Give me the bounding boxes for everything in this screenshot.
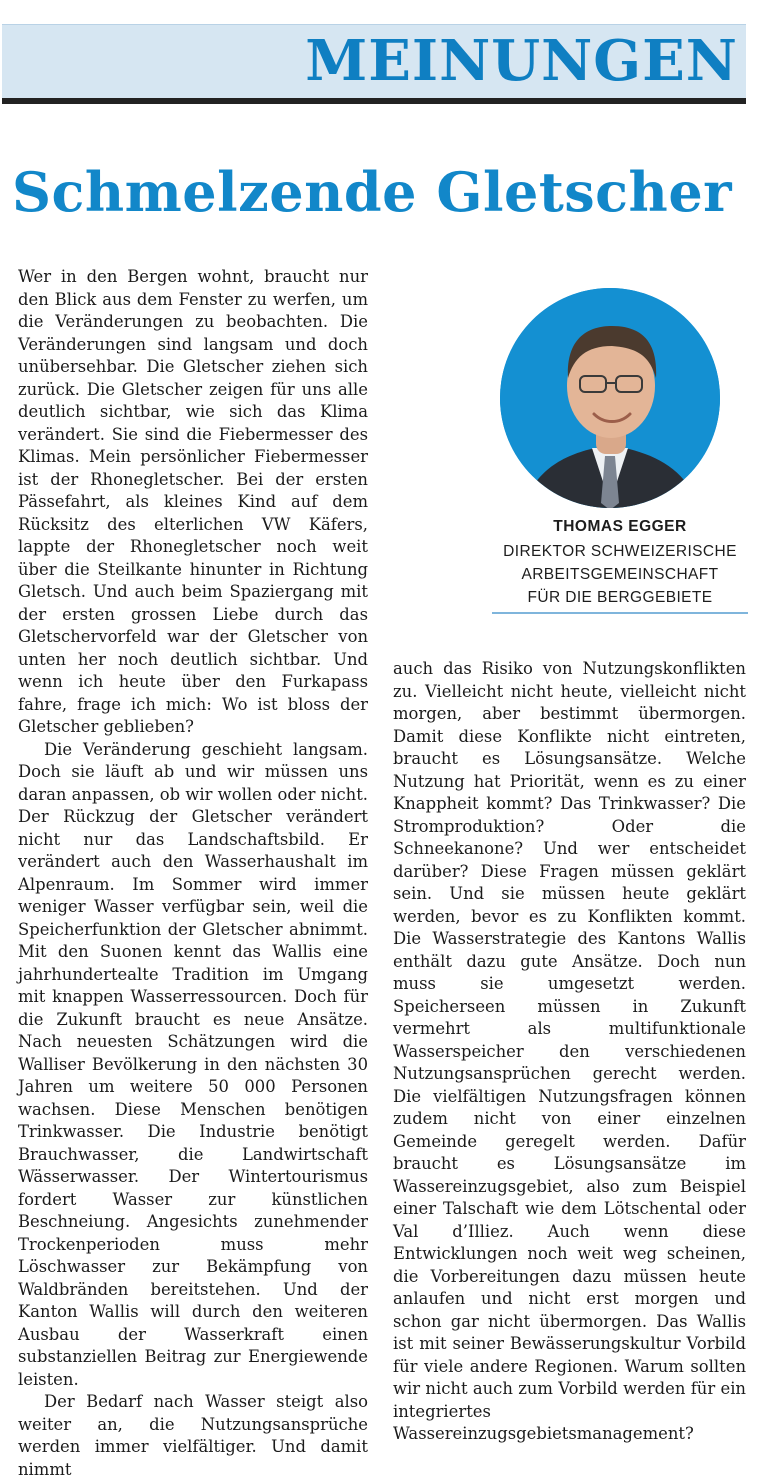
article-paragraph: Der Bedarf nach Wasser steigt also weiter an, die Nutzungsansprüche werden immer vielfältiger. Und damit nimmt: [18, 1392, 368, 1479]
author-portrait: [500, 288, 720, 508]
author-role: [492, 540, 748, 609]
article-column-left: [18, 266, 368, 1479]
article-paragraph: Wer in den Bergen wohnt, braucht nur den Blick aus dem Fenster zu werfen, um die Veränderungen zu beobachten. Die Veränderungen sind langsam und doch unübersehbar. Die Gletscher ziehen sich zurück. Die Gletscher zeigen für uns alle deutlich sichtbar, wie sich das Klima verändert. Sie sind die Fiebermesser des Klimas. Mein persönlicher Fiebermesser ist der Rhonegletscher. Bei der ersten Pässefahrt, als kleines Kind auf dem Rücksitz des elterlichen VW Käfers, lappte der Rhonegletscher noch weit über die Steilkante hinunter in Richtung Gletsch. Und auch beim Spaziergang mit der ersten grossen Liebe durch das Gletschervorfeld war der Gletscher von unten her noch deutlich sichtbar. Und wenn ich heute über den Furkapass fahre, frage ich mich: Wo ist bloss der Gletscher geblieben?: [18, 267, 368, 736]
section-title: MEINUNGEN: [305, 28, 738, 94]
article-paragraph: auch das Risiko von Nutzungskonflikten zu. Vielleicht nicht heute, vielleicht nicht morgen, aber bestimmt übermorgen. Damit diese Konflikte nicht eintreten, braucht es Lösungsansätze. Welche Nutzung hat Priorität, wenn es zu einer Knappheit kommt? Das Trinkwasser? Die Stromproduktion? Oder die Schneekanone? Und wer entscheidet darüber? Diese Fragen müssen geklärt sein. Und sie müssen heute geklärt werden, bevor es zu Konflikten kommt. Die Wasserstrategie des Kantons Wallis enthält dazu gute Ansätze. Doch nun muss sie umgesetzt werden. Speicherseen müssen in Zukunft vermehrt als multifunktionale Wasserspeicher den verschiedenen Nutzungsansprüchen gerecht werden. Die vielfältigen Nutzungsfragen können zudem nicht von einer einzelnen Gemeinde geregelt werden. Dafür braucht es Lösungsansätze im Wassereinzugsgebiet, also zum Beispiel einer Talschaft wie dem Lötschental oder Val d’Illiez. Auch wenn diese Entwicklungen noch weit weg scheinen, die Vorbereitungen dazu müssen heute anlaufen und nicht erst morgen und schon gar nicht übermorgen. Das Wallis ist mit seiner Bewässerungskultur Vorbild für viele andere Regionen. Warum sollten wir nicht auch zum Vorbild werden für ein integriertes Wassereinzugsgebietsmanagement?: [393, 659, 746, 1443]
portrait-illustration: [500, 288, 720, 508]
author-divider: [492, 612, 748, 614]
article-column-right: [393, 658, 746, 1443]
author-role-line: ARBEITSGEMEINSCHAFT: [521, 566, 719, 583]
author-role-line: FÜR DIE BERGGEBIETE: [527, 589, 713, 606]
author-name: THOMAS EGGER: [553, 518, 687, 535]
section-header-band: [2, 24, 746, 99]
author-role-line: DIREKTOR SCHWEIZERISCHE: [503, 543, 737, 560]
article-paragraph: Die Veränderung geschieht langsam. Doch sie läuft ab und wir müssen uns daran anpassen, ob wir wollen oder nicht. Der Rückzug der Gletscher verändert nicht nur das Landschaftsbild. Er verändert auch den Wasserhaushalt im Alpenraum. Im Sommer wird immer weniger Wasser verfügbar sein, weil die Speicherfunktion der Gletscher abnimmt. Mit den Suonen kennt das Wallis eine jahrhundertealte Tradition im Umgang mit knappen Wasserressourcen. Doch für die Zukunft braucht es neue Ansätze. Nach neuesten Schätzungen wird die Walliser Bevölkerung in den nächsten 30 Jahren um weitere 50 000 Personen wachsen. Diese Menschen benötigen Trinkwasser. Die Industrie benötigt Brauchwasser, die Landwirtschaft Wässerwasser. Der Wintertourismus fordert Wasser zur künstlichen Beschneiung. Angesichts zunehmender Trockenperioden muss mehr Löschwasser zur Bekämpfung von Waldbränden bereitstehen. Und der Kanton Wallis will durch den weiteren Ausbau der Wasserkraft einen substanziellen Beitrag zur Energiewende leisten.: [18, 739, 368, 1389]
article-headline: Schmelzende Gletscher: [12, 160, 733, 224]
header-divider: [2, 98, 746, 104]
